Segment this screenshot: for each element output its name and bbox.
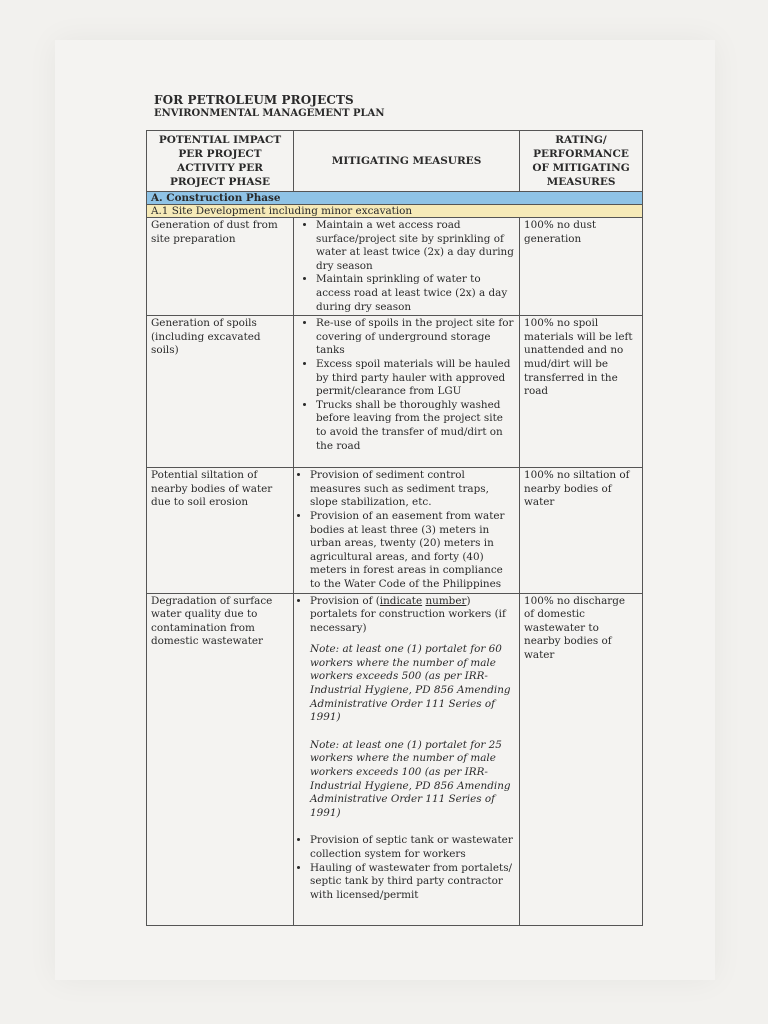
- impact-cell: Potential siltation of nearby bodies of water due to soil erosion: [147, 468, 294, 593]
- measure-item: • Provision of septic tank or wastewater collection system for workers: [310, 834, 515, 861]
- note-text: Note: at least one (1) portalet for 60 workers where the number of male workers exceeds 500 (as per IRR-Industrial Hygiene, PD 856 Amending Administrative Order 111 Series of 1991): [310, 643, 511, 724]
- rating-cell: 100% no spoil materials will be left unattended and no mud/dirt will be transferred in the road: [520, 316, 643, 468]
- measure-text: ) portalets for construction workers (if necessary): [310, 594, 506, 634]
- measures-cell: [294, 218, 520, 316]
- measures-cell: [294, 468, 520, 593]
- column-header-impact: POTENTIAL IMPACT PER PROJECT ACTIVITY PER PROJECT PHASE: [147, 131, 294, 192]
- phase-label: A. Construction Phase: [147, 192, 643, 205]
- document-title: FOR PETROLEUM PROJECTS: [154, 93, 354, 107]
- measure-text: Provision of (: [310, 594, 380, 607]
- measure-underlined-text: indicate: [379, 594, 423, 607]
- table-row: [147, 218, 643, 316]
- measure-item: • Re-use of spoils in the project site for covering of underground storage tanks: [316, 317, 515, 358]
- table-row: [147, 593, 643, 925]
- column-header-rating: RATING/ PERFORMANCE OF MITIGATING MEASURES: [520, 131, 643, 192]
- impact-cell: Generation of dust from site preparation: [147, 218, 294, 316]
- measure-underlined-text: number: [425, 594, 467, 607]
- table-header-row: [147, 131, 643, 192]
- table-row: [147, 316, 643, 468]
- measures-cell: [294, 316, 520, 468]
- measure-item: • Hauling of wastewater from portalets/ septic tank by third party contractor with licensed/permit: [310, 862, 515, 903]
- measure-item: • Maintain sprinkling of water to access road at least twice (2x) a day during dry season: [316, 273, 515, 314]
- measure-item: • Provision of an easement from water bodies at least three (3) meters in urban areas, twenty (20) meters in agricultural areas, and forty (40) meters in forest areas in compliance to the Water Code of the Philippines: [310, 510, 515, 592]
- subphase-label: A.1 Site Development including minor excavation: [147, 205, 643, 218]
- environmental-management-plan-table: [146, 130, 643, 926]
- measure-item: • Provision of sediment control measures such as sediment traps, slope stabilization, etc.: [310, 469, 515, 510]
- rating-cell: 100% no siltation of nearby bodies of water: [520, 468, 643, 593]
- phase-row: [147, 192, 643, 205]
- impact-cell: Generation of spoils (including excavated soils): [147, 316, 294, 468]
- measure-item: [310, 595, 515, 636]
- document-subtitle: ENVIRONMENTAL MANAGEMENT PLAN: [154, 108, 385, 119]
- column-header-measures: MITIGATING MEASURES: [294, 131, 520, 192]
- rating-cell: 100% no discharge of domestic wastewater to nearby bodies of water: [520, 593, 643, 925]
- measure-item: • Trucks shall be thoroughly washed before leaving from the project site to avoid the transfer of mud/dirt on the road: [316, 399, 515, 453]
- rating-cell: 100% no dust generation: [520, 218, 643, 316]
- impact-cell: Degradation of surface water quality due to contamination from domestic wastewater: [147, 593, 294, 925]
- table-row: [147, 468, 643, 593]
- subphase-row: [147, 205, 643, 218]
- note-text: Note: at least one (1) portalet for 25 workers where the number of male workers exceeds 100 (as per IRR-Industrial Hygiene, PD 856 Amending Administrative Order 111 Series of 1991): [310, 738, 511, 819]
- measure-item: • Excess spoil materials will be hauled by third party hauler with approved permit/clearance from LGU: [316, 358, 515, 399]
- measures-cell: [294, 593, 520, 925]
- measure-item: • Maintain a wet access road surface/project site by sprinkling of water at least twice (2x) a day during dry season: [316, 219, 515, 273]
